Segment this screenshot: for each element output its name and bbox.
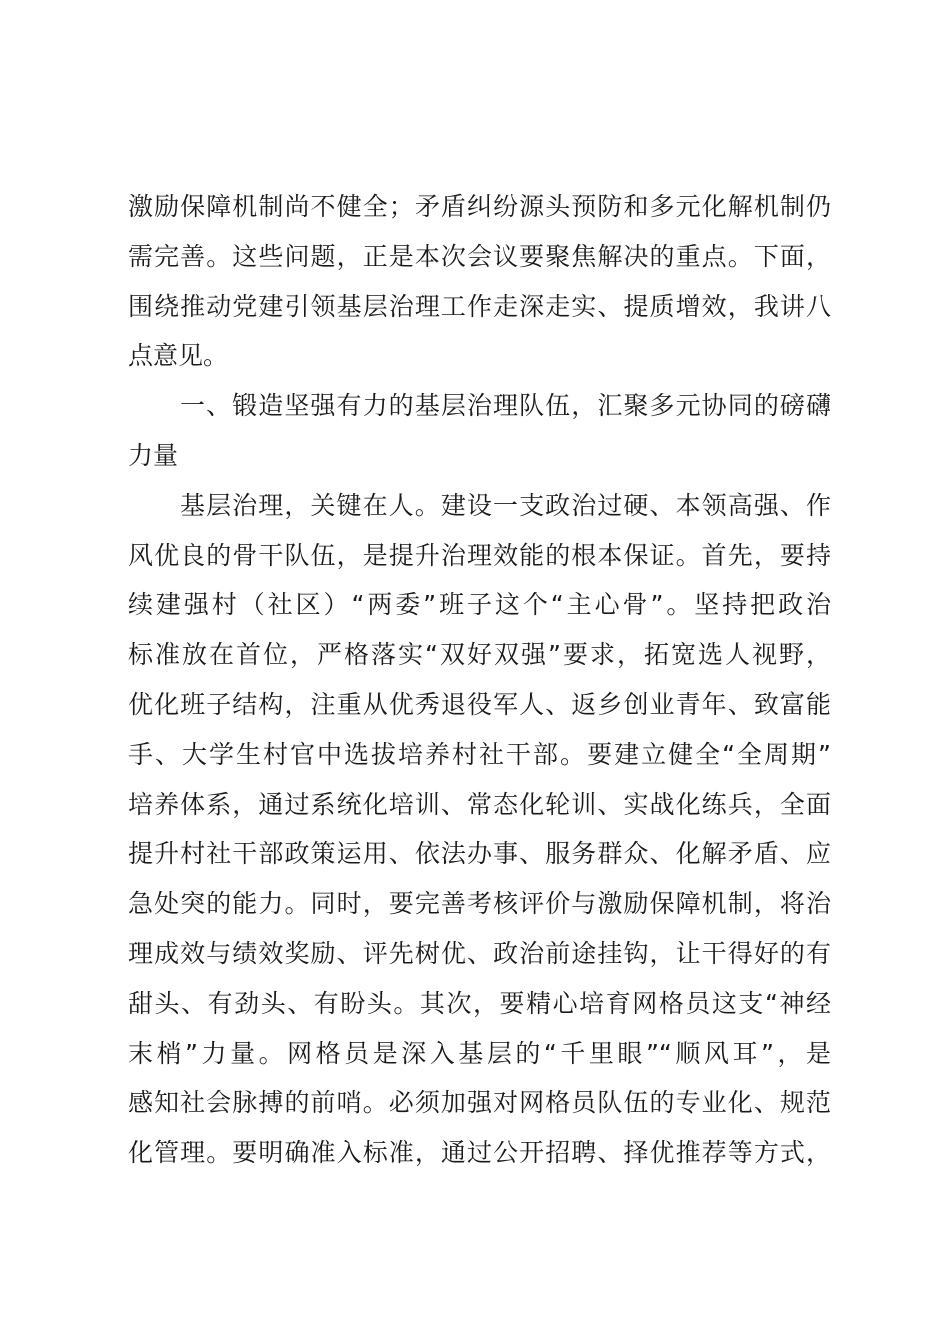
- text-line: 点意见。: [128, 341, 229, 371]
- text-line: 需完善。这些问题，正是本次会议要聚焦解决的重点。下面，: [128, 241, 831, 271]
- text-line: 围绕推动党建引领基层治理工作走深走实、提质增效，我讲八: [128, 291, 831, 321]
- document-page: [128, 182, 831, 1178]
- text-line: 风优良的骨干队伍，是提升治理效能的根本保证。首先，要持: [128, 540, 831, 570]
- section-heading: [128, 381, 831, 481]
- body-paragraph: [128, 481, 831, 1178]
- text-line: 提升村社干部政策运用、依法办事、服务群众、化解矛盾、应: [128, 839, 831, 869]
- text-line: 手、大学生村官中选拔培养村社干部。要建立健全“全周期”: [128, 739, 831, 769]
- text-line: 激励保障机制尚不健全；矛盾纠纷源头预防和多元化解机制仍: [128, 192, 831, 221]
- text-line: 理成效与绩效奖励、评先树优、政治前途挂钩，让干得好的有: [128, 938, 831, 968]
- body-paragraph: [128, 182, 831, 381]
- text-line: 优化班子结构，注重从优秀退役军人、返乡创业青年、致富能: [128, 689, 831, 719]
- text-line: 培养体系，通过系统化培训、常态化轮训、实战化练兵，全面: [128, 789, 831, 819]
- text-line: 急处突的能力。同时，要完善考核评价与激励保障机制，将治: [128, 889, 831, 919]
- text-line: 感知社会脉搏的前哨。必须加强对网格员队伍的专业化、规范: [128, 1088, 831, 1118]
- text-line: 力量: [128, 440, 179, 470]
- text-line: 续建强村（社区）“两委”班子这个“主心骨”。坚持把政治: [128, 590, 831, 620]
- text-line: 末梢”力量。网格员是深入基层的“千里眼”“顺风耳”，是: [128, 1038, 831, 1068]
- text-line: 基层治理，关键在人。建设一支政治过硬、本领高强、作: [180, 490, 831, 520]
- text-line: 标准放在首位，严格落实“双好双强”要求，拓宽选人视野，: [128, 640, 831, 670]
- text-line: 化管理。要明确准入标准，通过公开招聘、择优推荐等方式，: [128, 1138, 831, 1168]
- text-line: 甜头、有劲头、有盼头。其次，要精心培育网格员这支“神经: [128, 988, 831, 1018]
- text-line: 一、锻造坚强有力的基层治理队伍，汇聚多元协同的磅礴: [180, 391, 831, 421]
